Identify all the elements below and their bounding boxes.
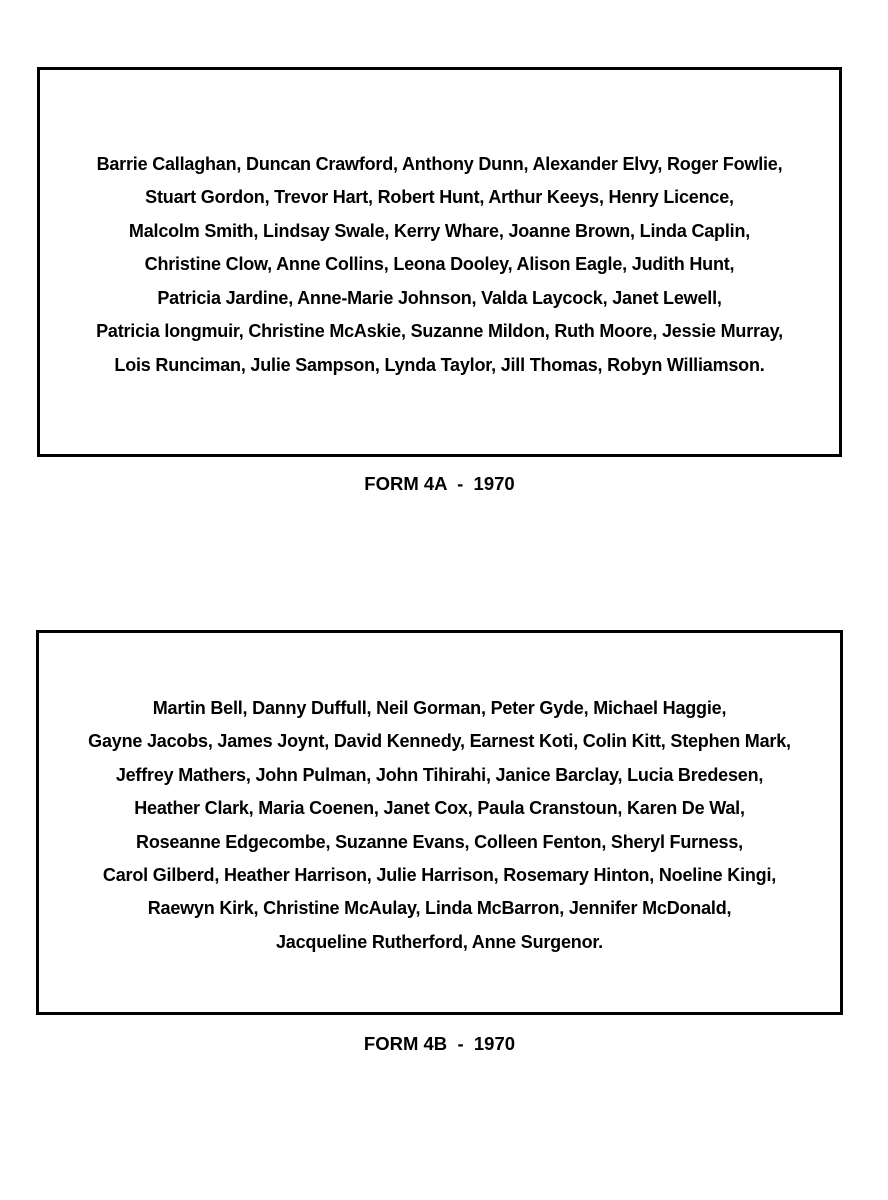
roster-line: Barrie Callaghan, Duncan Crawford, Anthony Dunn, Alexander Elvy, Roger Fowlie, [96, 154, 783, 175]
roster-line: Carol Gilberd, Heather Harrison, Julie Harrison, Rosemary Hinton, Noeline Kingi, [102, 864, 777, 885]
roster-line: Christine Clow, Anne Collins, Leona Dooley, Alison Eagle, Judith Hunt, [144, 254, 735, 275]
roster-line: Gayne Jacobs, James Joynt, David Kennedy, Earnest Koti, Colin Kitt, Stephen Mark, [88, 731, 791, 752]
roster-line: Lois Runciman, Julie Sampson, Lynda Taylor, Jill Thomas, Robyn Williamson. [114, 354, 765, 375]
roster-line: Jeffrey Mathers, John Pulman, John Tihirahi, Janice Barclay, Lucia Bredesen, [115, 764, 764, 785]
roster-line: Patricia Jardine, Anne-Marie Johnson, Valda Laycock, Janet Lewell, [157, 287, 722, 308]
roster-line: Roseanne Edgecombe, Suzanne Evans, Colleen Fenton, Sheryl Furness, [136, 831, 743, 852]
roster-line: Heather Clark, Maria Coenen, Janet Cox, Paula Cranstoun, Karen De Wal, [134, 798, 745, 819]
roster-line: Raewyn Kirk, Christine McAulay, Linda McBarron, Jennifer McDonald, [147, 898, 732, 919]
roster-line: Jacqueline Rutherford, Anne Surgenor. [276, 931, 603, 952]
roster-line: Patricia longmuir, Christine McAskie, Suzanne Mildon, Ruth Moore, Jessie Murray, [96, 321, 783, 342]
form-4a-caption: FORM 4A - 1970 [364, 473, 515, 494]
form-4a-roster-box [37, 67, 842, 457]
form-4b-caption: FORM 4B - 1970 [363, 1033, 516, 1054]
roster-line: Martin Bell, Danny Duffull, Neil Gorman, Peter Gyde, Michael Haggie, [152, 697, 727, 718]
form-4b-roster-box [36, 630, 843, 1015]
roster-line: Stuart Gordon, Trevor Hart, Robert Hunt, Arthur Keeys, Henry Licence, [145, 187, 734, 208]
roster-line: Malcolm Smith, Lindsay Swale, Kerry Whare, Joanne Brown, Linda Caplin, [128, 220, 751, 241]
